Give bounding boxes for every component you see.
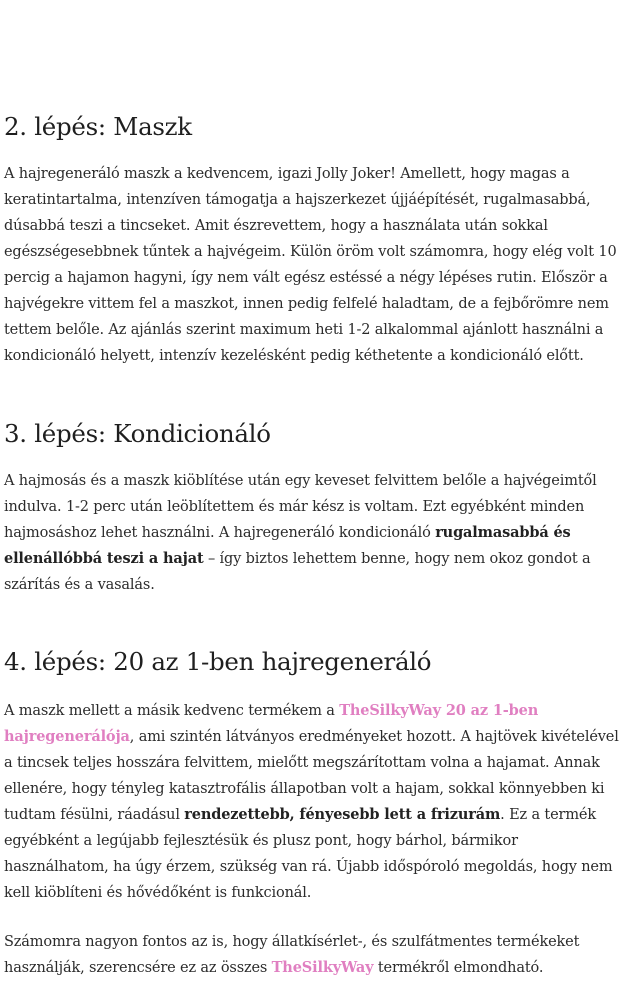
section-heading-regenerator: 4. lépés: 20 az 1-ben hajregeneráló <box>4 647 432 676</box>
conditioner-paragraph: A hajmosás és a maszk kiöblítése után egy keveset felvittem belőle a hajvégeimtől indulva. 1-2 perc után leöblítettem és már kész is voltam. Ezt egyébként minden hajmosáshoz lehet használni. A hajregeneráló kondicionáló rugalmasabbá és ellenállóbbá teszi a hajat – így biztos lehettem benne, hogy nem okoz gondot a szárítás és a vasalás. <box>4 473 597 593</box>
mask-paragraph: A hajregeneráló maszk a kedvencem, igazi Jolly Joker! Amellett, hogy magas a keratintartalma, intenzíven támogatja a hajszerkezet újjáépítését, rugalmasabbá, dúsabbá teszi a tincseket. Amit észrevettem, hogy a használata után sokkal egészségesebbnek tűntek a hajvégeim. Külön öröm volt számomra, hogy elég volt 10 percig a hajamon hagyni, így nem vált egész estéssé a négy lépéses rutin. Először a hajvégekre vittem fel a maszkot, innen pedig felfelé haladtam, de a fejbőrömre nem tettem belőle. Az ajánlás szerint maximum heti 1-2 alkalommal ajánlott használni a kondicionáló helyett, intenzív kezelésként pedig kéthetente a kondicionáló előtt. <box>4 166 617 364</box>
conditioner-highlight: rugalmasabbá és ellenállóbbá teszi a hajat <box>4 524 571 567</box>
section-heading-conditioner: 3. lépés: Kondicionáló <box>4 419 271 448</box>
regenerator-paragraph: A maszk mellett a másik kedvenc termékem a TheSilkyWay 20 az 1-ben hajregenerálója, ami szintén látványos eredményeket hozott. A hajtövek kivételével a tincsek teljes hosszára felvittem, mielőtt megszárítottam volna a hajamat. Annak ellenére, hogy tényleg katasztrofális állapotban volt a hajam, sokkal könnyebben ki tudtam fésülni, ráadásul rendezettebb, fényesebb lett a frizurám. Ez a termék egyébként a legújabb fejlesztésük és plusz pont, hogy bárhol, bármikor használhatom, ha úgy érzem, szükség van rá. Újabb időspóroló megoldás, hogy nem kell kiöblíteni és hővédőként is funkcionál. <box>4 702 619 901</box>
cruelty-free-paragraph: Számomra nagyon fontos az is, hogy állatkísérlet-, és szulfátmentes termékeket használják, szerencsére ez az összes TheSilkyWay termékről elmondható. <box>4 934 580 976</box>
brand-link[interactable]: TheSilkyWay <box>271 959 374 976</box>
product-link-20in1[interactable]: TheSilkyWay 20 az 1-ben hajregenerálója <box>4 702 539 745</box>
regenerator-highlight: rendezettebb, fényesebb lett a frizurám <box>184 806 501 823</box>
section-heading-mask: 2. lépés: Maszk <box>4 112 192 141</box>
